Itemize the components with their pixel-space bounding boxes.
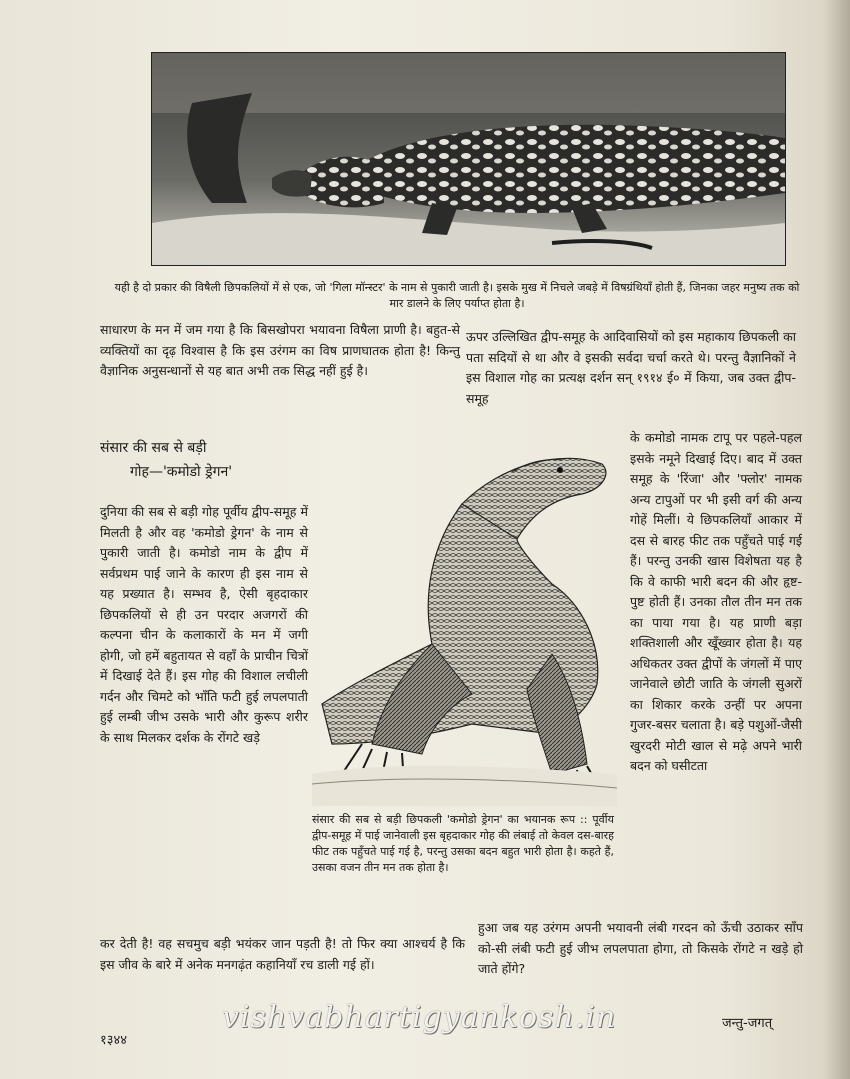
photo-caption: यही है दो प्रकार की विषैली छिपकलियों में से एक, जो 'गिला मॉन्स्टर' के नाम से पुकारी जाती है। इसके मुख में निचले जबड़े में विषग्रंथियाँ होती हैं, जिनका जहर मनुष्य तक को मार डालने के लिए पर्याप्त होता है।	[114, 281, 800, 310]
page-edge-shadow	[824, 0, 850, 1079]
right-column-mid-paragraph: के कमोडो नामक टापू पर पहले-पहल इसके नमूने दिखाई दिए। बाद में उक्त समूह के 'रिंजा' और 'फ्लोर' नामक अन्य टापुओं पर भी इसी वर्ग की अन्य गोहें मिलीं। ये छिपकलियाँ आकार में दस से बारह फीट तक पहुँचते पाई गई हैं। परन्तु उनकी खास विशेषता यह है कि वे काफी भारी बदन की और हृष्ट-पुष्ट होती हैं। उनका तौल तीन मन तक का पाया गया है। यह प्राणी बड़ा शक्तिशाली और खूँख्वार होता है। यह अधिकतर उक्त द्वीपों के जंगलों में पाए जानेवाले छोटी जाति के जंगली सुअरों का शिकार करके उन्हीं पर अपना गुजर-बसर चलाता है। बड़े पशुओं-जैसी खुरदरी मोटी खाल से मढ़े अपने भारी बदन को घसीटता	[630, 430, 802, 773]
heading-line-1: संसार की सब से बड़ी	[100, 440, 207, 456]
heading-line-2: गोह—'कमोडो ड्रेगन'	[130, 464, 233, 480]
section-heading	[100, 436, 320, 484]
komodo-caption: संसार की सब से बड़ी छिपकली 'कमोडो ड्रेगन' का भयानक रूप :: पूर्वीय द्वीप-समूह में पाई जानेवाली इस बृहदाकार गोह की लंबाई तो केवल दस-बारह फीट तक पहुँचते पाई गई है, परन्तु उसका बदन बहुत भारी होता है। कहते हैं, उसका वजन तीन मन तक होता है।	[312, 813, 614, 874]
left-column-mid-paragraph: दुनिया की सब से बड़ी गोह पूर्वीय द्वीप-समूह में मिलती है और वह 'कमोडो ड्रेगन' के नाम से पुकारी जाती है। कमोडो नाम के द्वीप में सर्वप्रथम पाई जाने के कारण ही इस नाम से यह प्रख्यात है। सम्भव है, ऐसी बृहदाकार छिपकलियों से ही उन परदार अजगरों की कल्पना चीन के कलाकारों के मन में जगी होगी, जो हमें बहुतायत से वहाँ के प्राचीन चित्रों में दिखाई देते हैं। इस गोह की विशाल लचीली गर्दन और चिमटे को भाँति फटी हुई लपलपाती हुई लम्बी जीभ उसके भारी और कुरूप शरीर के साथ मिलकर दर्शक के रोंगटे खड़े	[100, 504, 308, 745]
gila-monster-photo	[151, 52, 786, 266]
bottom-left-paragraph: कर देती है! वह सचमुच बड़ी भयंकर जान पड़ती है! तो फिर क्या आश्चर्य है कि इस जीव के बारे में अनेक मनगढ़ंत कहानियाँ रच डाली गई हों।	[100, 936, 465, 972]
page-number: १३४४	[100, 1033, 128, 1048]
site-watermark: vishvabhartigyankosh.in	[222, 1000, 617, 1035]
section-name: जन्तु-जगत्	[722, 1016, 773, 1031]
bottom-right-paragraph: हुआ जब यह उरंगम अपनी भयावनी लंबी गरदन को ऊँची उठाकर साँप को-सी लंबी फटी हुई जीभ लपलपाता होगा, तो किसके रोंगटे न खड़े हो जाते होंगे?	[478, 920, 803, 976]
left-column-top-paragraph: साधारण के मन में जम गया है कि बिसखोपरा भयावना विषैला प्राणी है। बहुत-से व्यक्तियों का दृढ़ विश्वास है कि इस उरंगम का विष प्राणघातक होता है! किन्तु वैज्ञानिक अनुसन्धानों से यह बात अभी तक सिद्ध नहीं हुई है।	[100, 322, 460, 378]
right-column-top-paragraph: ऊपर उल्लिखित द्वीप-समूह के आदिवासियों को इस महाकाय छिपकली का पता सदियों से था और वे इसकी सर्वदा चर्चा करते थे। परन्तु वैज्ञानिकों ने इस विशाल गोह का प्रत्यक्ष दर्शन सन् १९१४ ई० में किया, जब उक्त द्वीप-समूह	[466, 329, 796, 406]
komodo-dragon-illustration	[312, 444, 617, 806]
